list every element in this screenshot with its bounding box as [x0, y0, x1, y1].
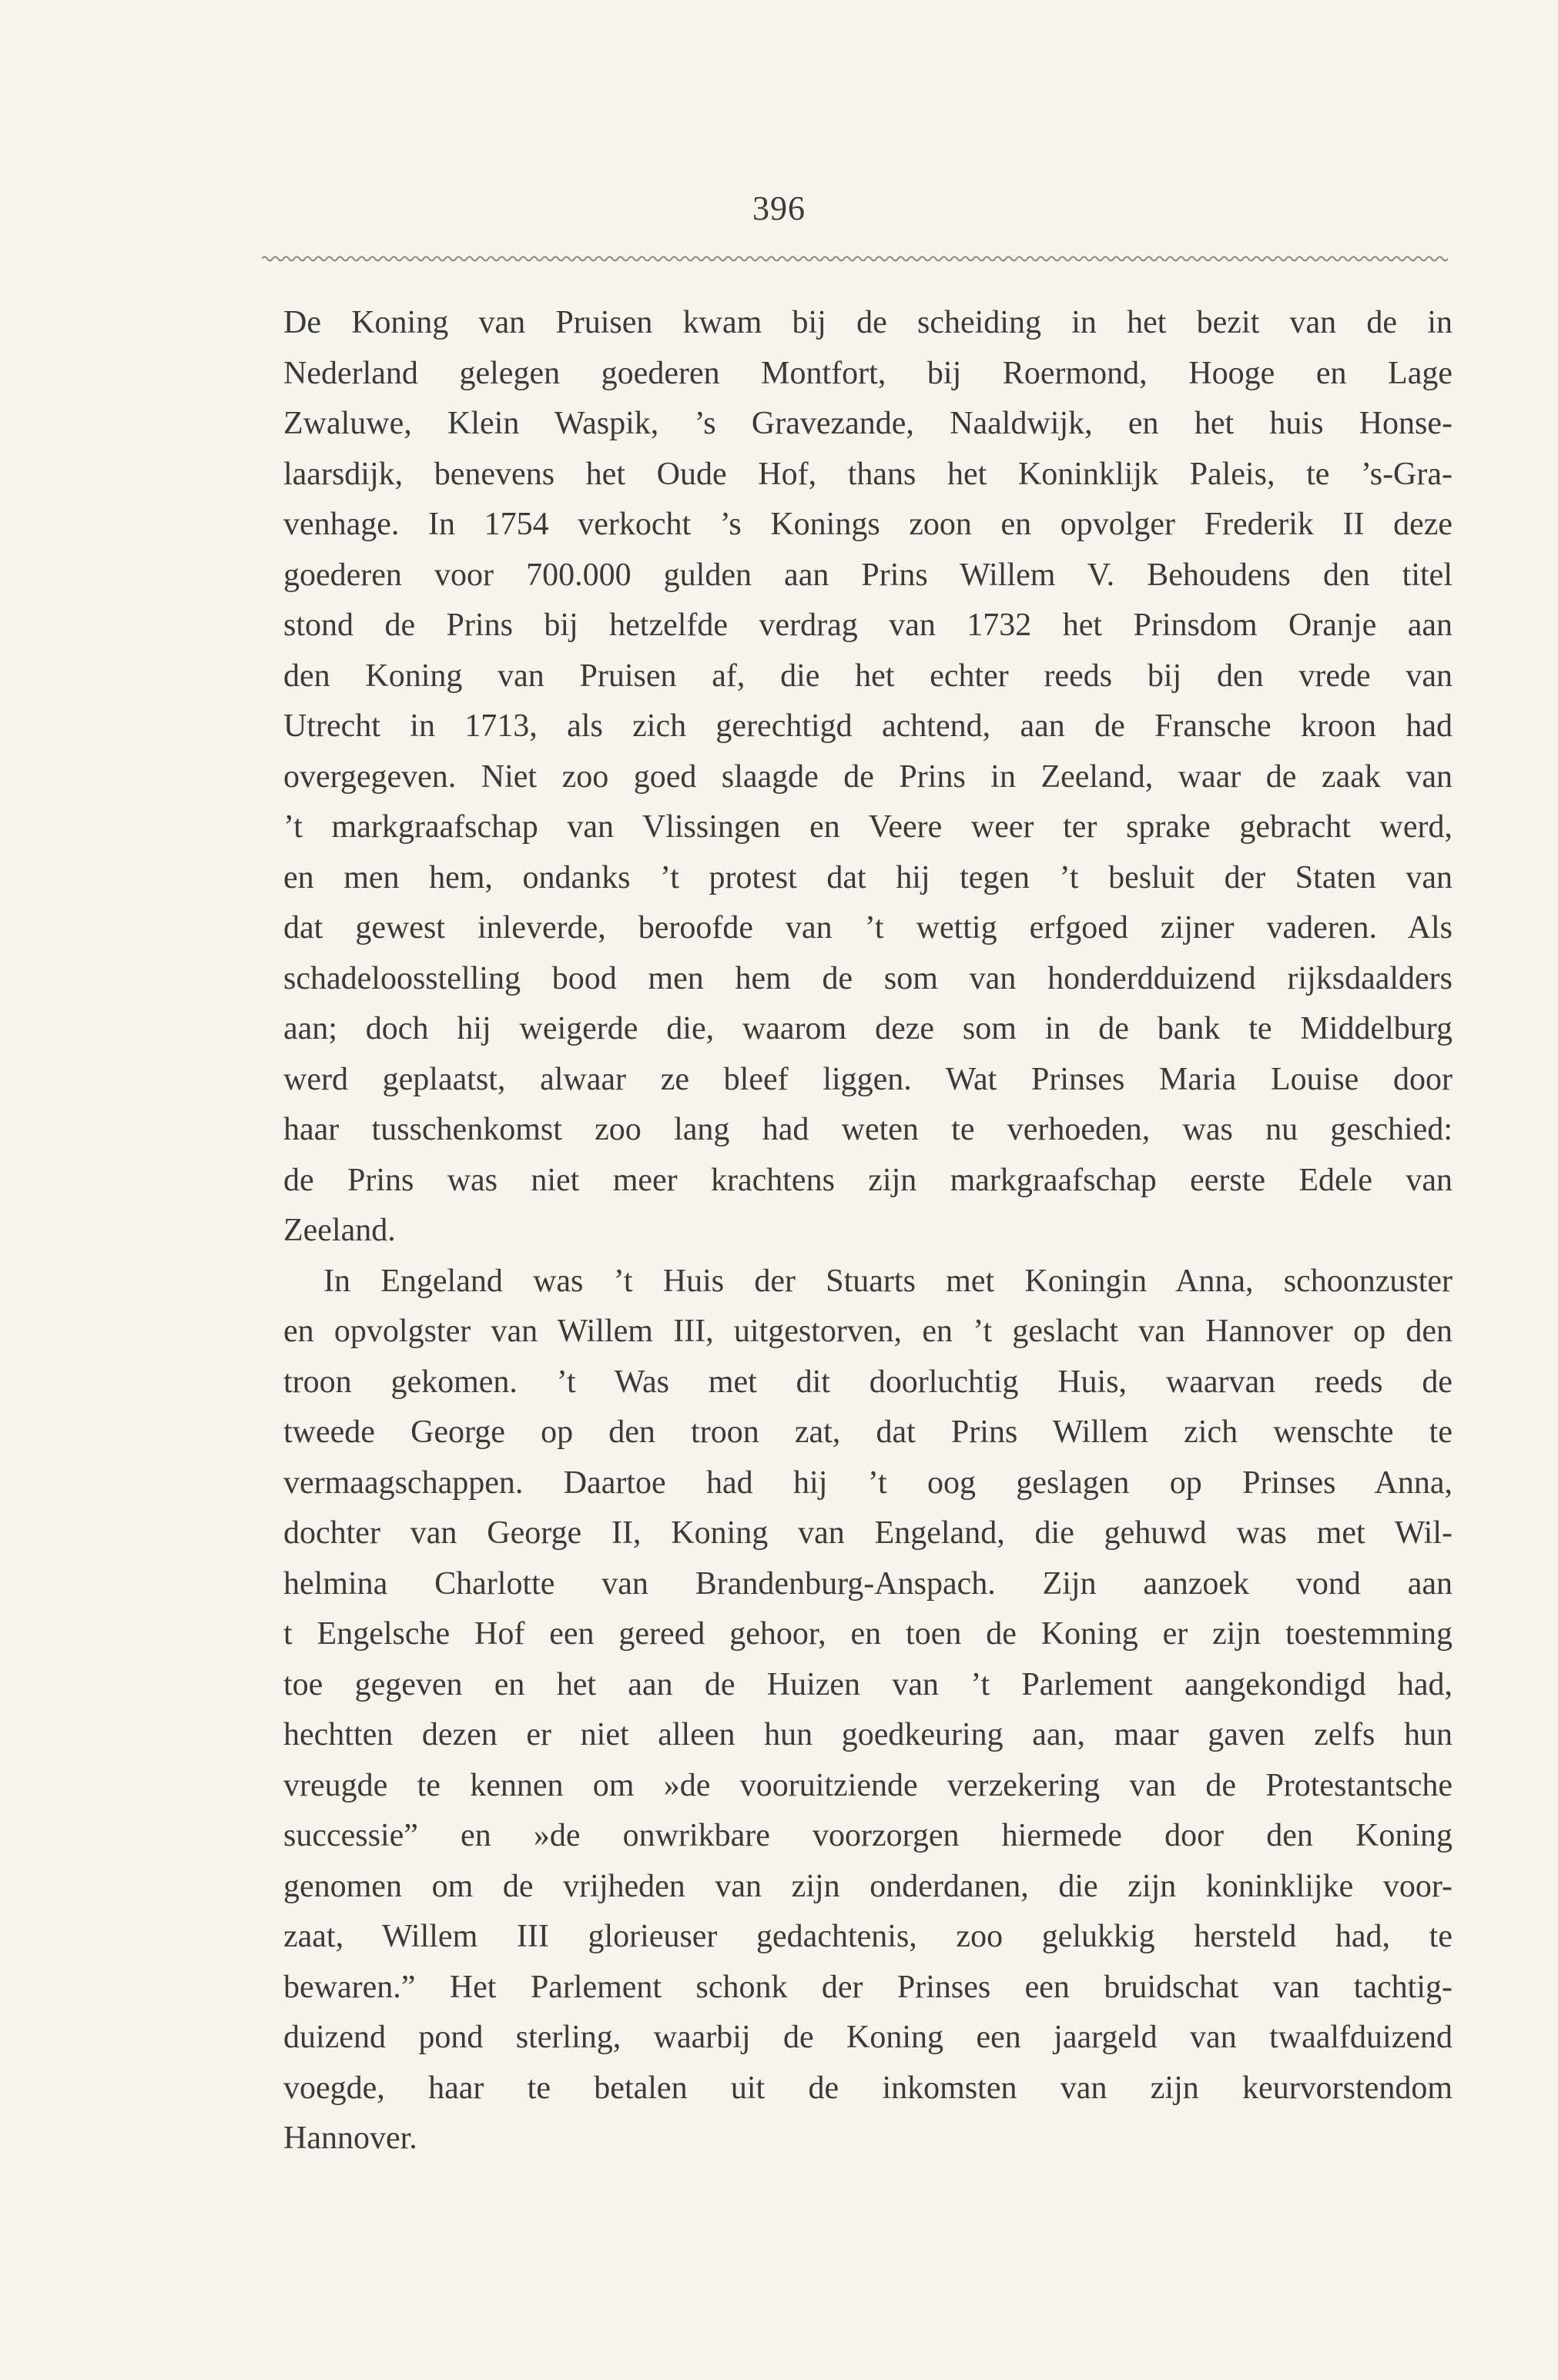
- text-line: aan; doch hij weigerde die, waarom deze som in de bank te Middelburg: [283, 1011, 1452, 1046]
- text-line: zaat, Willem III glorieuser gedachtenis, zoo gelukkig hersteld had, te: [283, 1919, 1452, 1954]
- text-line: goederen voor 700.000 gulden aan Prins Willem V. Behoudens den titel: [283, 557, 1452, 593]
- text-line: bewaren.” Het Parlement schonk der Prinses een bruidschat van tachtig-: [283, 1969, 1452, 2005]
- text-line: vermaagschappen. Daartoe had hij ’t oog geslagen op Prinses Anna,: [283, 1464, 1452, 1501]
- paragraph-2: [283, 1257, 1452, 2164]
- text-line: Zeeland.: [283, 1213, 396, 1248]
- text-line: venhage. In 1754 verkocht ’s Konings zoon en opvolger Frederik II deze: [283, 507, 1452, 542]
- decorative-wavy-rule: [262, 254, 1448, 263]
- text-line: laarsdijk, benevens het Oude Hof, thans het Koninklijk Paleis, te ’s-Gra-: [283, 456, 1452, 492]
- text-line: overgegeven. Niet zoo goed slaagde de Prins in Zeeland, waar de zaak van: [283, 758, 1452, 795]
- text-line: stond de Prins bij hetzelfde verdrag van 1732 het Prinsdom Oranje aan: [283, 608, 1452, 643]
- text-line: Nederland gelegen goederen Montfort, bij Roermond, Hooge en Lage: [283, 355, 1452, 391]
- text-line: en opvolgster van Willem III, uitgestorven, en ’t geslacht van Hannover op den: [283, 1314, 1452, 1349]
- text-line: hechtten dezen er niet alleen hun goedkeuring aan, maar gaven zelfs hun: [283, 1717, 1452, 1752]
- text-line: Hannover.: [283, 2121, 417, 2156]
- text-line: en men hem, ondanks ’t protest dat hij tegen ’t besluit der Staten van: [283, 859, 1452, 895]
- text-line: helmina Charlotte van Brandenburg-Anspach. Zijn aanzoek vond aan: [283, 1565, 1452, 1602]
- text-line: vreugde te kennen om »de vooruitziende verzekering van de Protestantsche: [283, 1767, 1452, 1803]
- text-line: In Engeland was ’t Huis der Stuarts met Koningin Anna, schoonzuster: [323, 1263, 1452, 1299]
- text-line: ’t markgraafschap van Vlissingen en Veere weer ter sprake gebracht werd,: [283, 809, 1452, 845]
- text-line: De Koning van Pruisen kwam bij de scheiding in het bezit van de in: [283, 305, 1452, 340]
- text-line: dochter van George II, Koning van Engeland, die gehuwd was met Wil-: [283, 1515, 1452, 1551]
- text-line: duizend pond sterling, waarbij de Koning een jaargeld van twaalfduizend: [283, 2020, 1452, 2055]
- text-line: t Engelsche Hof een gereed gehoor, en toen de Koning er zijn toestemming: [283, 1616, 1452, 1652]
- text-line: toe gegeven en het aan de Huizen van ’t Parlement aangekondigd had,: [283, 1666, 1452, 1702]
- text-line: genomen om de vrijheden van zijn onderdanen, die zijn koninklijke voor-: [283, 1868, 1452, 1904]
- text-line: voegde, haar te betalen uit de inkomsten van zijn keurvorstendom: [283, 2070, 1452, 2106]
- page-number: 396: [752, 189, 806, 227]
- text-line: werd geplaatst, alwaar ze bleef liggen. Wat Prinses Maria Louise door: [283, 1061, 1452, 1097]
- text-line: Utrecht in 1713, als zich gerechtigd achtend, aan de Fransche kroon had: [283, 708, 1452, 744]
- text-line: Zwaluwe, Klein Waspik, ’s Gravezande, Naaldwijk, en het huis Honse-: [283, 406, 1452, 441]
- text-line: haar tusschenkomst zoo lang had weten te verhoeden, was nu geschied:: [283, 1112, 1452, 1147]
- text-line: de Prins was niet meer krachtens zijn markgraafschap eerste Edele van: [283, 1162, 1452, 1198]
- text-line: troon gekomen. ’t Was met dit doorluchtig Huis, waarvan reeds de: [283, 1364, 1452, 1400]
- paragraph-1: [283, 298, 1452, 1257]
- text-line: successie” en »de onwrikbare voorzorgen hiermede door den Koning: [283, 1818, 1452, 1853]
- body-text: [283, 298, 1452, 2164]
- text-line: den Koning van Pruisen af, die het echter reeds bij den vrede van: [283, 658, 1452, 694]
- text-line: tweede George op den troon zat, dat Prins Willem zich wenschte te: [283, 1414, 1452, 1450]
- text-line: dat gewest inleverde, beroofde van ’t wettig erfgoed zijner vaderen. Als: [283, 910, 1452, 946]
- text-line: schadeloosstelling bood men hem de som van honderdduizend rijksdaalders: [283, 960, 1452, 996]
